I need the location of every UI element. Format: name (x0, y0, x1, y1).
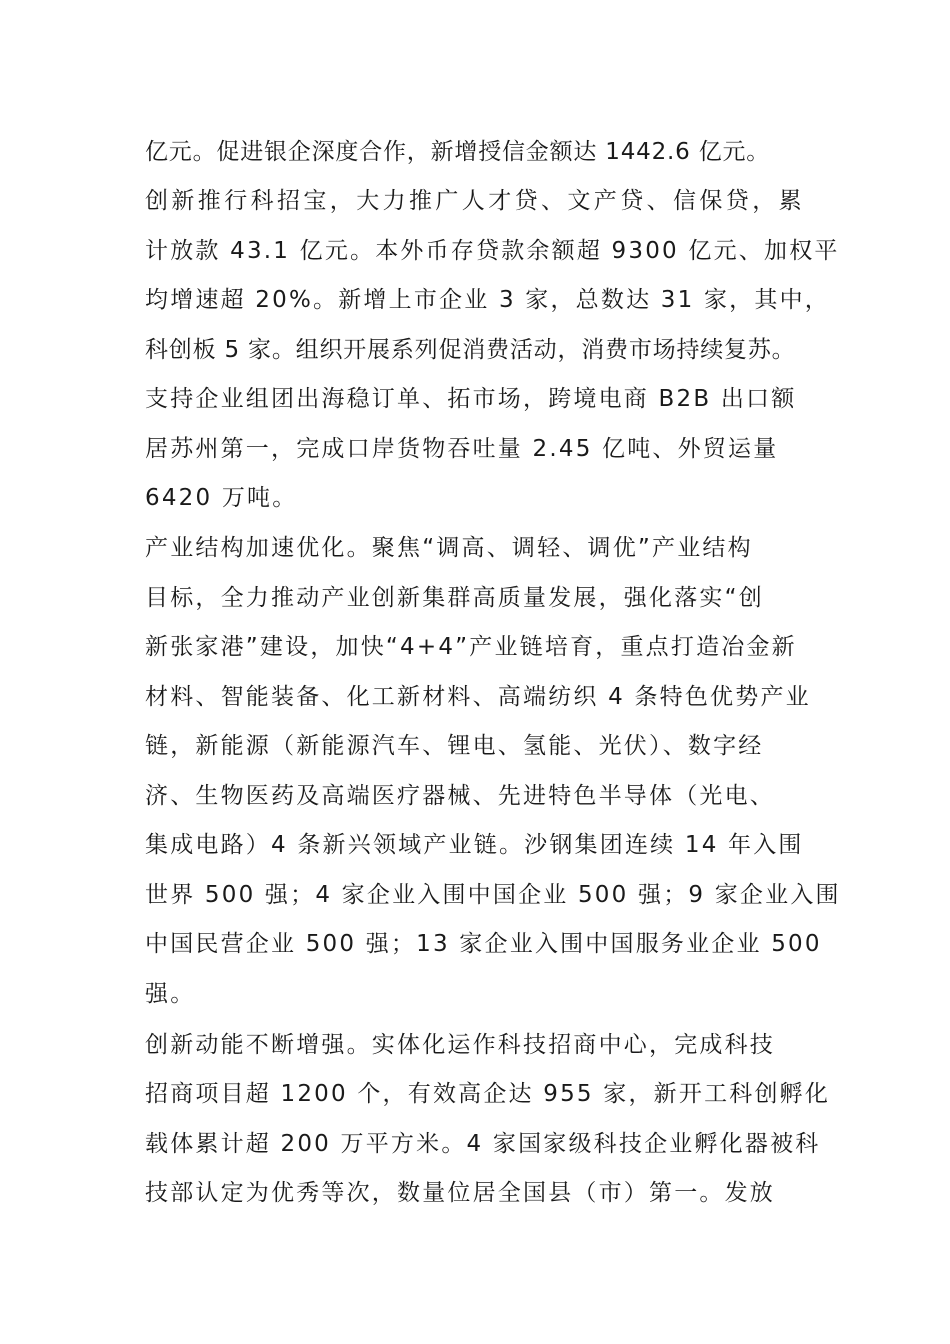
text-line: 新张家港”建设，加快“4+4”产业链培育，重点打造冶金新 (145, 634, 797, 660)
text-line: 创新动能不断增强。实体化运作科技招商中心，完成科技 (145, 1032, 775, 1058)
text-line: 中国民营企业 500 强；13 家企业入围中国服务业企业 500 (145, 931, 822, 957)
text-line: 链，新能源（新能源汽车、锂电、氢能、光伏）、数字经 (145, 733, 764, 759)
text-line: 产业结构加速优化。聚焦“调高、调轻、调优”产业结构 (145, 535, 753, 561)
text-line: 创新推行科招宝，大力推广人才贷、文产贷、信保贷，累 (145, 188, 805, 214)
text-line: 居苏州第一，完成口岸货物吞吐量 2.45 亿吨、外贸运量 (145, 436, 779, 462)
text-line: 集成电路）4 条新兴领域产业链。沙钢集团连续 14 年入围 (145, 832, 804, 858)
text-line: 均增速超 20%。新增上市企业 3 家，总数达 31 家，其中， (145, 287, 830, 313)
text-line: 材料、智能装备、化工新材料、高端纺织 4 条特色优势产业 (145, 684, 811, 710)
text-line: 科创板 5 家。组织开展系列促消费活动，消费市场持续复苏。 (145, 337, 796, 363)
text-line: 支持企业组团出海稳订单、拓市场，跨境电商 B2B 出口额 (145, 386, 797, 412)
text-line: 技部认定为优秀等次，数量位居全国县（市）第一。发放 (145, 1180, 775, 1206)
text-line: 济、生物医药及高端医疗器械、先进特色半导体（光电、 (145, 783, 775, 809)
text-line: 计放款 43.1 亿元。本外币存贷款余额超 9300 亿元、加权平 (145, 238, 840, 264)
text-line: 载体累计超 200 万平方米。4 家国家级科技企业孵化器被科 (145, 1131, 821, 1157)
text-line: 目标，全力推动产业创新集群高质量发展，强化落实“创 (145, 585, 764, 611)
text-line: 强。 (145, 981, 196, 1007)
text-line: 6420 万吨。 (145, 485, 298, 511)
text-line: 招商项目超 1200 个，有效高企达 955 家，新开工科创孵化 (145, 1081, 831, 1107)
text-line: 世界 500 强；4 家企业入围中国企业 500 强；9 家企业入围 (145, 882, 841, 908)
text-line: 亿元。促进银企深度合作，新增授信金额达 1442.6 亿元。 (145, 139, 771, 165)
